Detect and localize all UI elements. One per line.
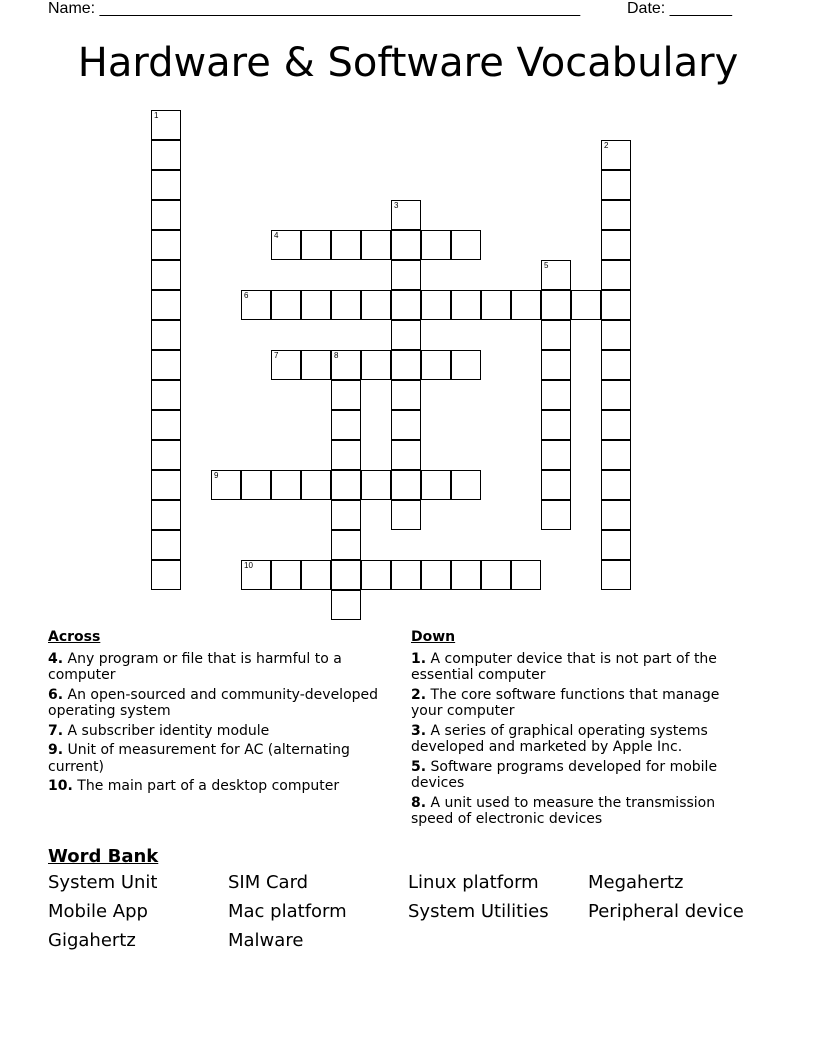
crossword-cell[interactable] — [601, 140, 631, 170]
crossword-cell[interactable] — [451, 470, 481, 500]
crossword-cell[interactable] — [541, 290, 571, 320]
crossword-cell[interactable] — [601, 410, 631, 440]
down-heading: Down — [411, 629, 456, 645]
crossword-cell[interactable] — [601, 350, 631, 380]
crossword-cell[interactable] — [481, 290, 511, 320]
crossword-cell[interactable] — [541, 500, 571, 530]
crossword-cell[interactable] — [601, 200, 631, 230]
crossword-cell[interactable] — [151, 380, 181, 410]
word-bank-item: Megahertz — [588, 872, 684, 893]
crossword-cell[interactable] — [391, 290, 421, 320]
word-bank-item: Peripheral device — [588, 901, 744, 922]
cell-number: 6 — [244, 291, 249, 300]
crossword-cell[interactable] — [421, 350, 451, 380]
word-bank-item: Gigahertz — [48, 930, 136, 951]
crossword-cell[interactable] — [151, 140, 181, 170]
crossword-cell[interactable] — [601, 380, 631, 410]
crossword-cell[interactable] — [151, 440, 181, 470]
crossword-cell[interactable] — [391, 230, 421, 260]
crossword-cell[interactable] — [391, 320, 421, 350]
crossword-cell[interactable] — [331, 590, 361, 620]
crossword-cell[interactable] — [151, 500, 181, 530]
down-clues — [411, 629, 751, 831]
crossword-cell[interactable] — [331, 380, 361, 410]
crossword-cell[interactable] — [151, 260, 181, 290]
crossword-cell[interactable] — [361, 290, 391, 320]
crossword-cell[interactable] — [541, 410, 571, 440]
crossword-cell[interactable] — [421, 230, 451, 260]
crossword-cell[interactable] — [391, 260, 421, 290]
cell-number: 5 — [544, 261, 549, 270]
crossword-cell[interactable] — [151, 110, 181, 140]
crossword-cell[interactable] — [391, 560, 421, 590]
clue-down-1: 1. A computer device that is not part of the essential computer — [411, 650, 717, 683]
clue-across-4: 4. Any program or file that is harmful to a computer — [48, 650, 342, 683]
crossword-cell[interactable] — [391, 200, 421, 230]
crossword-cell[interactable] — [151, 560, 181, 590]
page-title: Hardware & Software Vocabulary — [77, 40, 739, 86]
crossword-cell[interactable] — [151, 230, 181, 260]
crossword-cell[interactable] — [601, 530, 631, 560]
crossword-cell[interactable] — [331, 530, 361, 560]
crossword-cell[interactable] — [511, 290, 541, 320]
crossword-cell[interactable] — [601, 470, 631, 500]
crossword-cell[interactable] — [271, 290, 301, 320]
crossword-cell[interactable] — [391, 470, 421, 500]
word-bank-item: SIM Card — [228, 872, 309, 893]
crossword-cell[interactable] — [241, 290, 271, 320]
clue-down-5: 5. Software programs developed for mobile devices — [411, 758, 718, 791]
clue-down-3: 3. A series of graphical operating systems developed and marketed by Apple Inc. — [411, 722, 708, 755]
crossword-cell[interactable] — [151, 320, 181, 350]
crossword-cell[interactable] — [151, 350, 181, 380]
crossword-cell[interactable] — [421, 290, 451, 320]
cell-number: 7 — [274, 351, 279, 360]
crossword-cell[interactable] — [211, 470, 241, 500]
cell-number: 3 — [394, 201, 399, 210]
word-bank-item: System Unit — [48, 872, 158, 893]
crossword-cell[interactable] — [271, 230, 301, 260]
crossword-cell[interactable] — [151, 290, 181, 320]
crossword-cell[interactable] — [511, 560, 541, 590]
word-bank — [48, 846, 788, 953]
crossword-cell[interactable] — [331, 230, 361, 260]
crossword-cell[interactable] — [361, 350, 391, 380]
crossword-cell[interactable] — [451, 230, 481, 260]
crossword-cell[interactable] — [301, 290, 331, 320]
crossword-cell[interactable] — [361, 560, 391, 590]
crossword-cell[interactable] — [301, 470, 331, 500]
crossword-cell[interactable] — [601, 170, 631, 200]
across-heading: Across — [48, 629, 101, 645]
crossword-cell[interactable] — [601, 500, 631, 530]
crossword-cell[interactable] — [451, 560, 481, 590]
word-bank-item: Linux platform — [408, 872, 539, 893]
crossword-cell[interactable] — [541, 350, 571, 380]
crossword-cell[interactable] — [271, 350, 301, 380]
word-bank-heading: Word Bank — [48, 846, 159, 867]
cell-number: 4 — [274, 231, 279, 240]
cell-number: 2 — [604, 141, 609, 150]
crossword-cell[interactable] — [451, 350, 481, 380]
clue-across-7: 7. A subscriber identity module — [48, 722, 270, 739]
clue-across-9: 9. Unit of measurement for AC (alternating current) — [48, 742, 350, 775]
crossword-cell[interactable] — [391, 440, 421, 470]
cell-number: 1 — [154, 111, 159, 120]
crossword-cell[interactable] — [271, 470, 301, 500]
crossword-cell[interactable] — [451, 290, 481, 320]
crossword-cell[interactable] — [541, 380, 571, 410]
across-clues — [48, 629, 388, 798]
crossword-cell[interactable] — [601, 320, 631, 350]
crossword-cell[interactable] — [151, 410, 181, 440]
crossword-cell[interactable] — [601, 230, 631, 260]
crossword-cell[interactable] — [301, 560, 331, 590]
crossword-cell[interactable] — [271, 560, 301, 590]
cell-number: 9 — [214, 471, 219, 480]
crossword-cell[interactable] — [541, 320, 571, 350]
crossword-cell[interactable] — [391, 350, 421, 380]
clue-down-8: 8. A unit used to measure the transmission speed of electronic devices — [411, 794, 716, 827]
cell-number: 8 — [334, 351, 339, 360]
clue-across-10: 10. The main part of a desktop computer — [48, 778, 340, 794]
crossword-cell[interactable] — [241, 470, 271, 500]
crossword-cell[interactable] — [421, 470, 451, 500]
crossword-cell[interactable] — [301, 350, 331, 380]
crossword-cell[interactable] — [361, 470, 391, 500]
word-bank-item: System Utilities — [408, 901, 549, 922]
crossword-cell[interactable] — [331, 350, 361, 380]
crossword-cell[interactable] — [391, 500, 421, 530]
crossword-cell[interactable] — [601, 290, 631, 320]
name-line: Name: ______________________________________________________ — [48, 0, 581, 17]
crossword-cell[interactable] — [331, 410, 361, 440]
crossword-cell[interactable] — [241, 560, 271, 590]
crossword-cell[interactable] — [571, 290, 601, 320]
date-line: Date: _______ — [627, 0, 732, 17]
crossword-cell[interactable] — [541, 260, 571, 290]
crossword-cell[interactable] — [421, 560, 451, 590]
crossword-cell[interactable] — [601, 560, 631, 590]
clue-across-6: 6. An open-sourced and community-developed operating system — [48, 686, 379, 719]
word-bank-item: Mac platform — [228, 901, 347, 922]
crossword-cell[interactable] — [331, 470, 361, 500]
word-bank-item: Malware — [228, 930, 304, 951]
cell-number: 10 — [244, 561, 253, 570]
word-bank-item: Mobile App — [48, 901, 148, 922]
crossword-cell[interactable] — [391, 380, 421, 410]
crossword-cell[interactable] — [601, 260, 631, 290]
crossword-cell[interactable] — [151, 200, 181, 230]
crossword-cell[interactable] — [151, 470, 181, 500]
crossword-cell[interactable] — [331, 560, 361, 590]
clue-down-2: 2. The core software functions that manage your computer — [411, 686, 720, 719]
crossword-cell[interactable] — [151, 170, 181, 200]
crossword-cell[interactable] — [481, 560, 511, 590]
crossword-cell[interactable] — [541, 470, 571, 500]
crossword-cell[interactable] — [361, 230, 391, 260]
crossword-cell[interactable] — [391, 410, 421, 440]
crossword-cell[interactable] — [331, 500, 361, 530]
crossword-cell[interactable] — [601, 440, 631, 470]
crossword-cell[interactable] — [151, 530, 181, 560]
crossword-cell[interactable] — [541, 440, 571, 470]
crossword-cell[interactable] — [331, 440, 361, 470]
crossword-cell[interactable] — [331, 290, 361, 320]
crossword-cell[interactable] — [301, 230, 331, 260]
